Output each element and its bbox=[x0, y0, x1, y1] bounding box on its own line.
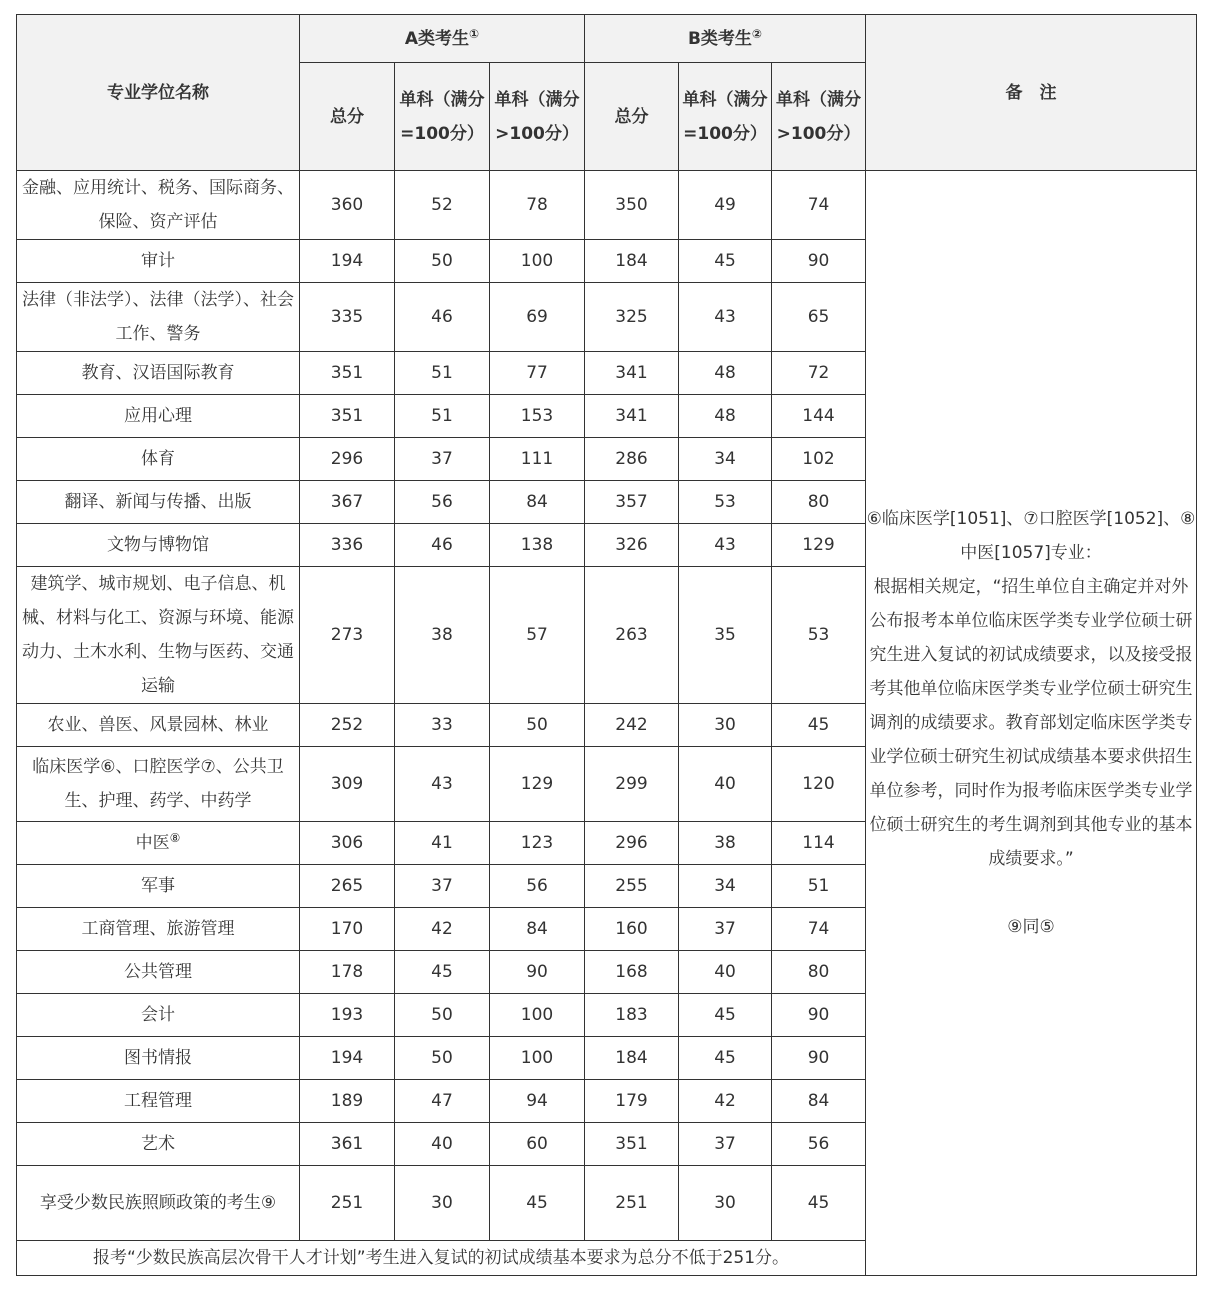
score-b-total: 179 bbox=[585, 1080, 679, 1123]
score-a-total: 189 bbox=[300, 1080, 395, 1123]
row-degree-name: 图书情报 bbox=[17, 1037, 300, 1080]
score-a-s100: 47 bbox=[395, 1080, 490, 1123]
score-b-sg100: 90 bbox=[772, 240, 866, 283]
score-a-total: 178 bbox=[300, 951, 395, 994]
score-a-sg100: 111 bbox=[490, 438, 585, 481]
score-b-s100: 45 bbox=[679, 1037, 772, 1080]
score-b-total: 263 bbox=[585, 567, 679, 704]
score-a-total: 367 bbox=[300, 481, 395, 524]
score-a-total: 194 bbox=[300, 1037, 395, 1080]
score-b-total: 296 bbox=[585, 822, 679, 865]
score-b-s100: 37 bbox=[679, 1123, 772, 1166]
score-b-sg100: 80 bbox=[772, 951, 866, 994]
score-a-total: 351 bbox=[300, 395, 395, 438]
score-a-sg100: 84 bbox=[490, 481, 585, 524]
score-b-sg100: 120 bbox=[772, 747, 866, 822]
row-degree-name: 金融、应用统计、税务、国际商务、保险、资产评估 bbox=[17, 171, 300, 240]
score-b-total: 350 bbox=[585, 171, 679, 240]
score-a-s100: 50 bbox=[395, 240, 490, 283]
score-b-sg100: 56 bbox=[772, 1123, 866, 1166]
score-b-sg100: 65 bbox=[772, 283, 866, 352]
score-a-sg100: 94 bbox=[490, 1080, 585, 1123]
score-a-sg100: 57 bbox=[490, 567, 585, 704]
table-row bbox=[17, 171, 1197, 240]
score-a-total: 265 bbox=[300, 865, 395, 908]
score-b-sg100: 80 bbox=[772, 481, 866, 524]
header-name: 专业学位名称 bbox=[17, 15, 300, 171]
score-a-s100: 56 bbox=[395, 481, 490, 524]
score-b-s100: 49 bbox=[679, 171, 772, 240]
row-degree-name: 工商管理、旅游管理 bbox=[17, 908, 300, 951]
score-a-total: 351 bbox=[300, 352, 395, 395]
score-b-sg100: 74 bbox=[772, 171, 866, 240]
score-b-s100: 48 bbox=[679, 395, 772, 438]
score-b-total: 242 bbox=[585, 704, 679, 747]
header-group-b: B类考生② bbox=[585, 15, 866, 63]
score-a-total: 273 bbox=[300, 567, 395, 704]
score-b-sg100: 45 bbox=[772, 704, 866, 747]
score-b-s100: 35 bbox=[679, 567, 772, 704]
footnote-mark: ② bbox=[751, 26, 763, 41]
score-a-sg100: 129 bbox=[490, 747, 585, 822]
score-table bbox=[16, 14, 1197, 1276]
remark-line-2: 根据相关规定，“招生单位自主确定并对外公布报考本单位临床医学类专业学位硕士研究生进入复试的初试成绩要求，以及接受报考其他单位临床医学类专业学位硕士研究生调剂的成绩要求。教育部划定临床医学类专业学位硕士研究生初试成绩基本要求供招生单位参考，同时作为报考临床医学类专业学位硕士研究生的考生调剂到其他专业的基本成绩要求。” bbox=[869, 577, 1193, 869]
score-b-sg100: 72 bbox=[772, 352, 866, 395]
score-b-s100: 30 bbox=[679, 1166, 772, 1241]
row-degree-name: 艺术 bbox=[17, 1123, 300, 1166]
score-b-sg100: 114 bbox=[772, 822, 866, 865]
score-a-sg100: 100 bbox=[490, 240, 585, 283]
score-a-s100: 40 bbox=[395, 1123, 490, 1166]
remark-cell bbox=[866, 171, 1197, 1276]
row-degree-name: 享受少数民族照顾政策的考生⑨ bbox=[17, 1166, 300, 1241]
row-degree-name: 会计 bbox=[17, 994, 300, 1037]
row-degree-name: 工程管理 bbox=[17, 1080, 300, 1123]
score-b-sg100: 53 bbox=[772, 567, 866, 704]
header-a-single-100: 单科（满分 =100分） bbox=[395, 63, 490, 171]
score-b-total: 351 bbox=[585, 1123, 679, 1166]
score-a-total: 194 bbox=[300, 240, 395, 283]
score-a-s100: 43 bbox=[395, 747, 490, 822]
score-b-total: 160 bbox=[585, 908, 679, 951]
score-b-s100: 34 bbox=[679, 865, 772, 908]
score-b-s100: 43 bbox=[679, 283, 772, 352]
score-a-total: 306 bbox=[300, 822, 395, 865]
score-b-sg100: 90 bbox=[772, 1037, 866, 1080]
score-b-total: 341 bbox=[585, 395, 679, 438]
score-a-s100: 37 bbox=[395, 865, 490, 908]
score-b-s100: 42 bbox=[679, 1080, 772, 1123]
score-a-total: 170 bbox=[300, 908, 395, 951]
score-a-total: 309 bbox=[300, 747, 395, 822]
header-group-a: A类考生① bbox=[300, 15, 585, 63]
score-a-s100: 50 bbox=[395, 994, 490, 1037]
score-a-s100: 46 bbox=[395, 524, 490, 567]
score-a-s100: 45 bbox=[395, 951, 490, 994]
score-a-sg100: 45 bbox=[490, 1166, 585, 1241]
row-degree-name: 教育、汉语国际教育 bbox=[17, 352, 300, 395]
score-a-sg100: 60 bbox=[490, 1123, 585, 1166]
score-b-total: 299 bbox=[585, 747, 679, 822]
score-b-sg100: 129 bbox=[772, 524, 866, 567]
score-a-sg100: 90 bbox=[490, 951, 585, 994]
score-b-s100: 45 bbox=[679, 994, 772, 1037]
score-b-s100: 45 bbox=[679, 240, 772, 283]
header-b-single-100: 单科（满分 =100分） bbox=[679, 63, 772, 171]
score-b-total: 168 bbox=[585, 951, 679, 994]
score-a-sg100: 123 bbox=[490, 822, 585, 865]
row-degree-name: 农业、兽医、风景园林、林业 bbox=[17, 704, 300, 747]
score-a-s100: 33 bbox=[395, 704, 490, 747]
score-b-total: 341 bbox=[585, 352, 679, 395]
row-degree-name: 公共管理 bbox=[17, 951, 300, 994]
score-b-s100: 40 bbox=[679, 747, 772, 822]
score-a-s100: 37 bbox=[395, 438, 490, 481]
score-b-total: 325 bbox=[585, 283, 679, 352]
score-a-s100: 50 bbox=[395, 1037, 490, 1080]
score-b-total: 326 bbox=[585, 524, 679, 567]
score-b-total: 255 bbox=[585, 865, 679, 908]
score-b-sg100: 45 bbox=[772, 1166, 866, 1241]
score-b-total: 184 bbox=[585, 240, 679, 283]
score-b-s100: 48 bbox=[679, 352, 772, 395]
header-b-single-over-100: 单科（满分 >100分） bbox=[772, 63, 866, 171]
score-b-sg100: 51 bbox=[772, 865, 866, 908]
score-a-s100: 42 bbox=[395, 908, 490, 951]
row-degree-name: 翻译、新闻与传播、出版 bbox=[17, 481, 300, 524]
row-degree-name: 建筑学、城市规划、电子信息、机械、材料与化工、资源与环境、能源动力、土木水利、生物与医药、交通运输 bbox=[17, 567, 300, 704]
score-b-total: 286 bbox=[585, 438, 679, 481]
score-b-sg100: 74 bbox=[772, 908, 866, 951]
remark-line-3: ⑨同⑤ bbox=[1007, 917, 1055, 937]
score-a-total: 251 bbox=[300, 1166, 395, 1241]
score-a-sg100: 153 bbox=[490, 395, 585, 438]
score-b-s100: 43 bbox=[679, 524, 772, 567]
score-a-sg100: 100 bbox=[490, 1037, 585, 1080]
score-b-sg100: 84 bbox=[772, 1080, 866, 1123]
row-degree-name: 应用心理 bbox=[17, 395, 300, 438]
score-b-sg100: 102 bbox=[772, 438, 866, 481]
header-a-total: 总分 bbox=[300, 63, 395, 171]
row-degree-name: 临床医学⑥、口腔医学⑦、公共卫生、护理、药学、中药学 bbox=[17, 747, 300, 822]
score-a-sg100: 100 bbox=[490, 994, 585, 1037]
score-b-s100: 30 bbox=[679, 704, 772, 747]
header-a-single-over-100: 单科（满分 >100分） bbox=[490, 63, 585, 171]
score-a-s100: 52 bbox=[395, 171, 490, 240]
score-b-s100: 38 bbox=[679, 822, 772, 865]
score-a-total: 296 bbox=[300, 438, 395, 481]
score-a-s100: 51 bbox=[395, 352, 490, 395]
score-b-sg100: 90 bbox=[772, 994, 866, 1037]
score-a-s100: 51 bbox=[395, 395, 490, 438]
score-a-s100: 41 bbox=[395, 822, 490, 865]
remark-line-1: ⑥临床医学[1051]、⑦口腔医学[1052]、⑧中医[1057]专业： bbox=[866, 509, 1196, 563]
score-b-sg100: 144 bbox=[772, 395, 866, 438]
row-degree-name: 法律（非法学）、法律（法学）、社会工作、警务 bbox=[17, 283, 300, 352]
score-a-s100: 46 bbox=[395, 283, 490, 352]
footnote-mark: ⑧ bbox=[169, 831, 181, 845]
row-degree-name: 体育 bbox=[17, 438, 300, 481]
score-a-sg100: 84 bbox=[490, 908, 585, 951]
score-b-s100: 53 bbox=[679, 481, 772, 524]
score-a-total: 335 bbox=[300, 283, 395, 352]
score-a-total: 336 bbox=[300, 524, 395, 567]
header-remark: 备 注 bbox=[866, 15, 1197, 171]
header-b-total: 总分 bbox=[585, 63, 679, 171]
footer-note: 报考“少数民族高层次骨干人才计划”考生进入复试的初试成绩基本要求为总分不低于251分。 bbox=[17, 1241, 866, 1276]
row-degree-name: 文物与博物馆 bbox=[17, 524, 300, 567]
score-b-s100: 34 bbox=[679, 438, 772, 481]
row-degree-name: 中医⑧ bbox=[17, 822, 300, 865]
row-degree-name: 审计 bbox=[17, 240, 300, 283]
row-degree-name: 军事 bbox=[17, 865, 300, 908]
score-b-total: 251 bbox=[585, 1166, 679, 1241]
score-a-total: 193 bbox=[300, 994, 395, 1037]
score-a-sg100: 56 bbox=[490, 865, 585, 908]
footnote-mark: ① bbox=[469, 26, 480, 41]
score-b-s100: 37 bbox=[679, 908, 772, 951]
score-a-s100: 38 bbox=[395, 567, 490, 704]
score-a-sg100: 138 bbox=[490, 524, 585, 567]
score-b-total: 184 bbox=[585, 1037, 679, 1080]
score-a-total: 252 bbox=[300, 704, 395, 747]
score-b-s100: 40 bbox=[679, 951, 772, 994]
score-a-total: 360 bbox=[300, 171, 395, 240]
score-a-sg100: 78 bbox=[490, 171, 585, 240]
score-a-total: 361 bbox=[300, 1123, 395, 1166]
score-b-total: 357 bbox=[585, 481, 679, 524]
score-a-sg100: 50 bbox=[490, 704, 585, 747]
score-a-sg100: 77 bbox=[490, 352, 585, 395]
score-a-s100: 30 bbox=[395, 1166, 490, 1241]
score-a-sg100: 69 bbox=[490, 283, 585, 352]
score-b-total: 183 bbox=[585, 994, 679, 1037]
